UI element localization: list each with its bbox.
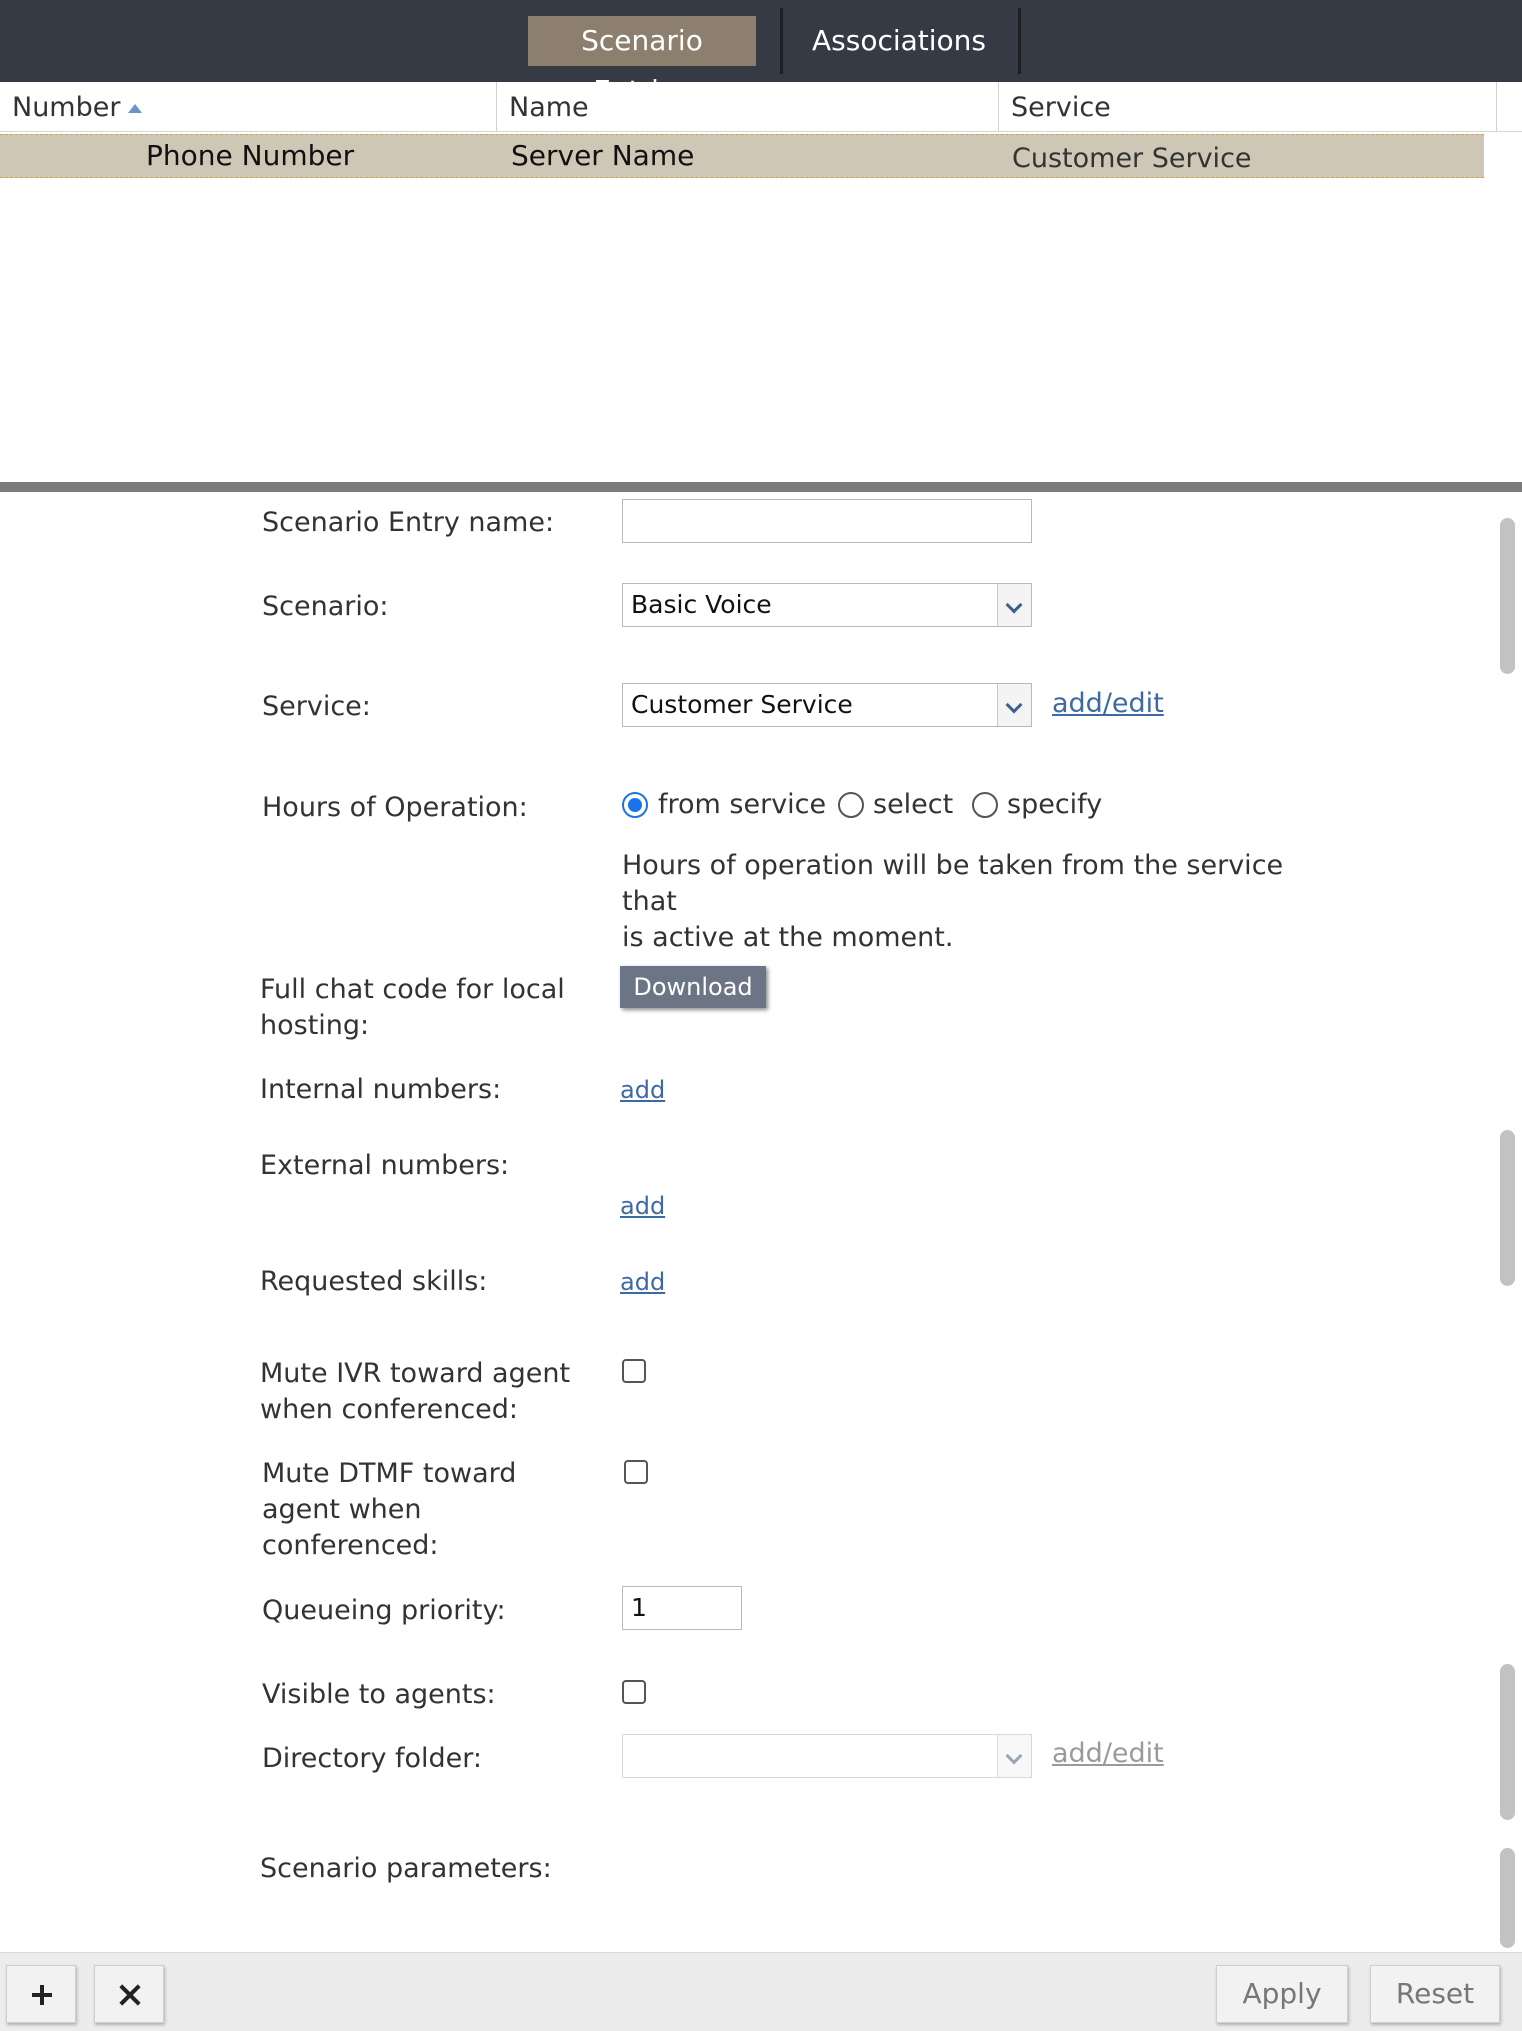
- hours-help-text: [622, 848, 1302, 956]
- column-header-number[interactable]: [0, 82, 497, 132]
- hours-label: Hours of Operation:: [262, 792, 528, 823]
- radio-from-service[interactable]: [622, 792, 648, 818]
- column-header-label: Service: [1011, 92, 1111, 123]
- panel-splitter[interactable]: [0, 482, 1522, 492]
- mute-dtmf-checkbox[interactable]: [624, 1460, 648, 1484]
- service-label: Service:: [262, 691, 371, 722]
- queue-priority-label: Queueing priority:: [262, 1595, 506, 1626]
- scroll-thumb[interactable]: [1500, 1848, 1515, 1948]
- chevron-down-icon[interactable]: [997, 584, 1031, 626]
- help-line: Hours of operation will be taken from the service that: [622, 850, 1284, 917]
- plus-icon: [32, 1985, 52, 2005]
- cell-number: Phone Number: [146, 139, 355, 172]
- label-line: when conferenced:: [260, 1394, 519, 1425]
- apply-button[interactable]: Apply: [1216, 1965, 1348, 2023]
- radio-label-specify: specify: [1007, 789, 1103, 820]
- scroll-thumb[interactable]: [1500, 518, 1515, 674]
- close-icon: [119, 1984, 141, 2006]
- chat-code-label: [260, 972, 565, 1044]
- tab-separator: [1018, 8, 1021, 74]
- scenario-parameters-label: Scenario parameters:: [260, 1853, 552, 1884]
- chevron-down-icon[interactable]: [997, 1735, 1031, 1777]
- bottom-toolbar: [0, 1952, 1522, 2031]
- chevron-down-icon[interactable]: [997, 684, 1031, 726]
- visible-to-agents-label: Visible to agents:: [262, 1679, 496, 1710]
- label-line: conferenced:: [262, 1530, 439, 1561]
- requested-skills-label: Requested skills:: [260, 1266, 488, 1297]
- reset-button[interactable]: Reset: [1370, 1965, 1500, 2023]
- label-line: agent when: [262, 1494, 422, 1525]
- internal-numbers-add-link[interactable]: add: [620, 1076, 666, 1104]
- label-line: hosting:: [260, 1010, 370, 1041]
- entry-name-label: Scenario Entry name:: [262, 507, 555, 538]
- external-numbers-label: External numbers:: [260, 1150, 510, 1181]
- scenario-select[interactable]: [622, 583, 1032, 627]
- label-line: Mute DTMF toward: [262, 1458, 517, 1489]
- internal-numbers-label: Internal numbers:: [260, 1074, 502, 1105]
- service-value: Customer Service: [631, 690, 853, 719]
- requested-skills-add-link[interactable]: add: [620, 1268, 666, 1296]
- sort-ascending-icon: [128, 104, 142, 113]
- table-row[interactable]: [0, 134, 1484, 178]
- service-add-edit-link[interactable]: add/edit: [1052, 688, 1164, 719]
- column-header-service[interactable]: [999, 82, 1497, 132]
- table-header: [0, 82, 1522, 132]
- cell-name: Server Name: [511, 139, 695, 172]
- radio-specify[interactable]: [972, 792, 998, 818]
- directory-folder-add-edit-link: add/edit: [1052, 1738, 1164, 1769]
- scroll-thumb[interactable]: [1500, 1130, 1515, 1286]
- entry-name-input[interactable]: [622, 499, 1032, 543]
- label-line: Mute IVR toward agent: [260, 1358, 571, 1389]
- service-select[interactable]: [622, 683, 1032, 727]
- column-header-label: Name: [509, 92, 589, 123]
- delete-entry-button[interactable]: [94, 1965, 164, 2023]
- scenario-value: Basic Voice: [631, 590, 772, 619]
- external-numbers-add-link[interactable]: add: [620, 1192, 666, 1220]
- mute-ivr-checkbox[interactable]: [622, 1359, 646, 1383]
- download-button[interactable]: Download: [620, 966, 766, 1008]
- tab-separator: [780, 8, 783, 74]
- scenario-label: Scenario:: [262, 591, 389, 622]
- mute-dtmf-label: [262, 1456, 516, 1564]
- radio-label-from-service: from service: [658, 789, 827, 820]
- mute-ivr-label: [260, 1356, 570, 1428]
- cell-service: Customer Service: [1012, 143, 1252, 174]
- tab-associations[interactable]: Associations: [811, 24, 986, 57]
- label-line: Full chat code for local: [260, 974, 565, 1005]
- add-entry-button[interactable]: [6, 1965, 76, 2023]
- radio-label-select: select: [873, 789, 954, 820]
- directory-folder-select[interactable]: [622, 1734, 1032, 1778]
- radio-select[interactable]: [838, 792, 864, 818]
- queue-priority-input[interactable]: 1: [622, 1586, 742, 1630]
- column-header-label: Number: [12, 92, 121, 123]
- scroll-thumb[interactable]: [1500, 1664, 1515, 1820]
- top-tab-bar: [0, 0, 1522, 82]
- help-line: is active at the moment.: [622, 922, 954, 953]
- directory-folder-label: Directory folder:: [262, 1743, 483, 1774]
- visible-to-agents-checkbox[interactable]: [622, 1680, 646, 1704]
- column-header-name[interactable]: [497, 82, 999, 132]
- tab-scenario-entries[interactable]: Scenario: [528, 16, 756, 66]
